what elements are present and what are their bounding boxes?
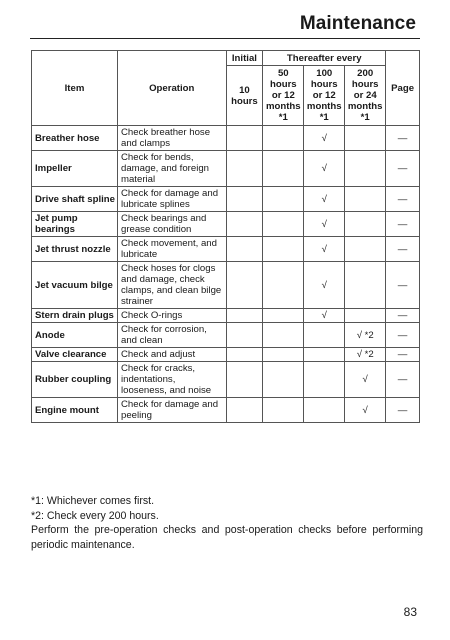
page-number: 83 [403, 605, 417, 619]
interval-200-cell [345, 212, 386, 237]
operation-cell: Check movement, and lubricate [117, 237, 226, 262]
page-title: Maintenance [299, 13, 416, 34]
interval-100-cell: √ [304, 126, 345, 151]
item-cell: Jet pump bearings [32, 212, 118, 237]
initial-cell [226, 212, 263, 237]
interval-100-cell: √ [304, 309, 345, 323]
page-cell: — [386, 126, 420, 151]
page-cell: — [386, 262, 420, 309]
table-row [32, 212, 420, 237]
header-thereafter: Thereafter every [263, 51, 386, 66]
note-1: *1: Whichever comes first. [31, 495, 155, 507]
interval-200-cell: √ [345, 398, 386, 423]
item-cell: Drive shaft spline [32, 187, 118, 212]
initial-cell [226, 262, 263, 309]
operation-cell: Check hoses for clogs and damage, check clamps, and clean bilge strainer [117, 262, 226, 309]
item-cell: Breather hose [32, 126, 118, 151]
interval-50-cell [263, 212, 304, 237]
item-cell: Jet thrust nozzle [32, 237, 118, 262]
operation-cell: Check for damage and lubricate splines [117, 187, 226, 212]
initial-cell [226, 309, 263, 323]
header-col-100: 100 hours or 12 months *1 [304, 66, 345, 126]
page-cell: — [386, 237, 420, 262]
initial-cell [226, 398, 263, 423]
table-row [32, 262, 420, 309]
interval-200-cell [345, 237, 386, 262]
header-operation: Operation [117, 51, 226, 126]
interval-100-cell [304, 323, 345, 348]
page-cell: — [386, 309, 420, 323]
interval-50-cell [263, 323, 304, 348]
page-cell: — [386, 348, 420, 362]
table-row [32, 323, 420, 348]
interval-50-cell [263, 151, 304, 187]
interval-50-cell [263, 237, 304, 262]
table-row [32, 348, 420, 362]
item-cell: Stern drain plugs [32, 309, 118, 323]
header-col-50: 50 hours or 12 months *1 [263, 66, 304, 126]
header-item: Item [32, 51, 118, 126]
interval-200-cell [345, 187, 386, 212]
interval-50-cell [263, 362, 304, 398]
interval-200-cell [345, 262, 386, 309]
header-initial: Initial [226, 51, 263, 66]
interval-100-cell [304, 398, 345, 423]
interval-100-cell [304, 348, 345, 362]
operation-cell: Check for damage and peeling [117, 398, 226, 423]
table-row [32, 309, 420, 323]
interval-50-cell [263, 126, 304, 151]
page-cell: — [386, 212, 420, 237]
interval-100-cell: √ [304, 151, 345, 187]
table-body [32, 126, 420, 423]
operation-cell: Check and adjust [117, 348, 226, 362]
interval-200-cell: √ *2 [345, 348, 386, 362]
operation-cell: Check for cracks, indentations, looseness, and noise [117, 362, 226, 398]
item-cell: Anode [32, 323, 118, 348]
operation-cell: Check for bends, damage, and foreign material [117, 151, 226, 187]
table-row [32, 126, 420, 151]
initial-cell [226, 237, 263, 262]
initial-cell [226, 348, 263, 362]
operation-cell: Check for corrosion, and clean [117, 323, 226, 348]
interval-50-cell [263, 348, 304, 362]
interval-50-cell [263, 398, 304, 423]
item-cell: Impeller [32, 151, 118, 187]
header-initial-sub: 10 hours [226, 66, 263, 126]
note-instruction: Perform the pre-operation checks and post-operation checks before performing periodic maintenance. [31, 524, 423, 551]
item-cell: Engine mount [32, 398, 118, 423]
interval-100-cell: √ [304, 262, 345, 309]
operation-cell: Check O-rings [117, 309, 226, 323]
interval-200-cell [345, 309, 386, 323]
interval-200-cell: √ [345, 362, 386, 398]
notes [31, 494, 423, 552]
note-2: *2: Check every 200 hours. [31, 509, 159, 522]
initial-cell [226, 362, 263, 398]
header-rule [30, 38, 420, 39]
page-cell: — [386, 187, 420, 212]
item-cell: Rubber coupling [32, 362, 118, 398]
header-page: Page [386, 51, 420, 126]
interval-50-cell [263, 187, 304, 212]
initial-cell [226, 151, 263, 187]
interval-200-cell [345, 126, 386, 151]
page-cell: — [386, 398, 420, 423]
operation-cell: Check breather hose and clamps [117, 126, 226, 151]
interval-100-cell: √ [304, 187, 345, 212]
interval-100-cell: √ [304, 212, 345, 237]
interval-200-cell: √ *2 [345, 323, 386, 348]
interval-100-cell: √ [304, 237, 345, 262]
page-cell: — [386, 151, 420, 187]
initial-cell [226, 323, 263, 348]
item-cell: Jet vacuum bilge [32, 262, 118, 309]
page-cell: — [386, 362, 420, 398]
interval-100-cell [304, 362, 345, 398]
initial-cell [226, 126, 263, 151]
operation-cell: Check bearings and grease condition [117, 212, 226, 237]
table-row [32, 237, 420, 262]
interval-200-cell [345, 151, 386, 187]
table-row [32, 398, 420, 423]
maintenance-table [31, 50, 420, 423]
interval-50-cell [263, 262, 304, 309]
table-row [32, 151, 420, 187]
interval-50-cell [263, 309, 304, 323]
header-col-200: 200 hours or 24 months *1 [345, 66, 386, 126]
initial-cell [226, 187, 263, 212]
item-cell: Valve clearance [32, 348, 118, 362]
page-cell: — [386, 323, 420, 348]
table-row [32, 362, 420, 398]
table-row [32, 187, 420, 212]
